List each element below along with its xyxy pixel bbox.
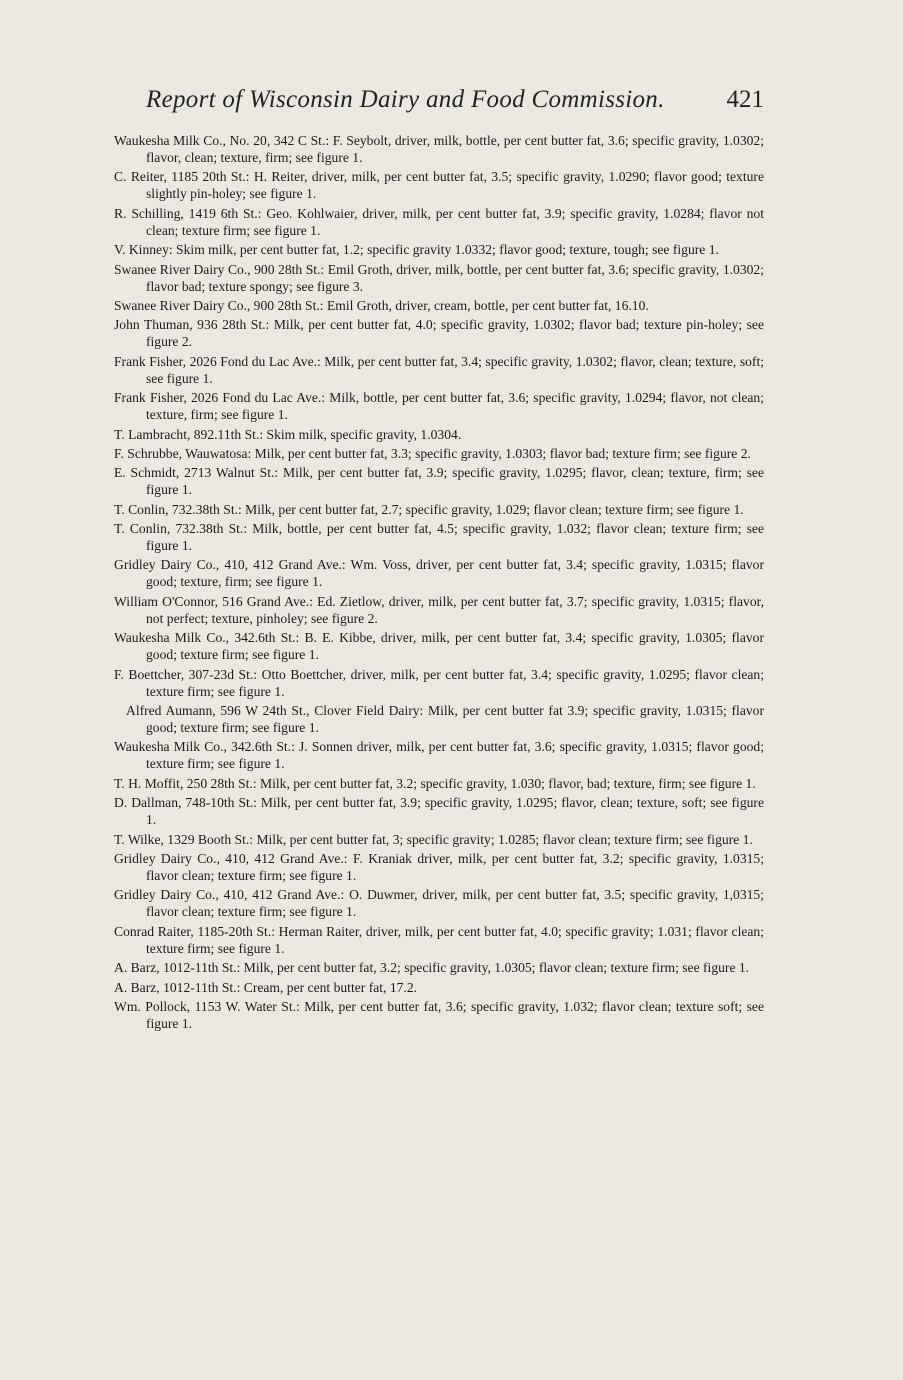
list-item: Gridley Dairy Co., 410, 412 Grand Ave.: Wm. Voss, driver, per cent butter fat, 3.4; specific gravity, 1.0315; flavor good; texture, firm; see figure 1. xyxy=(114,557,764,590)
list-item: T. Conlin, 732.38th St.: Milk, per cent butter fat, 2.7; specific gravity, 1.029; flavor clean; texture firm; see figure 1. xyxy=(114,501,744,517)
list-item: Gridley Dairy Co., 410, 412 Grand Ave.: O. Duwmer, driver, milk, per cent butter fat, 3.5; specific gravity, 1,0315; flavor clean; texture firm; see figure 1. xyxy=(114,887,764,920)
sample-entries-list xyxy=(114,132,764,1034)
list-item: T. H. Moffit, 250 28th St.: Milk, per cent butter fat, 3.2; specific gravity, 1.030; flavor, bad; texture, firm; see figure 1. xyxy=(114,775,756,791)
page-number: 421 xyxy=(726,86,764,113)
list-item: Swanee River Dairy Co., 900 28th St.: Emil Groth, driver, cream, bottle, per cent butter fat, 16.10. xyxy=(114,297,649,313)
list-item: D. Dallman, 748-10th St.: Milk, per cent butter fat, 3.9; specific gravity, 1.0295; flavor, clean; texture, soft; see figure 1. xyxy=(114,795,764,828)
list-item: R. Schilling, 1419 6th St.: Geo. Kohlwaier, driver, milk, per cent butter fat, 3.9; specific gravity, 1.0284; flavor not clean; texture firm; see figure 1. xyxy=(114,205,764,238)
list-item: Gridley Dairy Co., 410, 412 Grand Ave.: F. Kraniak driver, milk, per cent butter fat, 3.2; specific gravity, 1.0315; flavor clean; texture firm; see figure 1. xyxy=(114,850,764,883)
list-item: William O'Connor, 516 Grand Ave.: Ed. Zietlow, driver, milk, per cent butter fat, 3.7; specific gravity, 1.0315; flavor, not perfect; texture, pinholey; see figure 2. xyxy=(114,593,764,626)
list-item: E. Schmidt, 2713 Walnut St.: Milk, per cent butter fat, 3.9; specific gravity, 1.0295; flavor, clean; texture, firm; see figure 1. xyxy=(114,465,764,498)
list-item: Swanee River Dairy Co., 900 28th St.: Emil Groth, driver, milk, bottle, per cent butter fat, 3.6; specific gravity, 1.0302; flavor bad; texture spongy; see figure 3. xyxy=(114,261,764,294)
list-item: Waukesha Milk Co., No. 20, 342 C St.: F. Seybolt, driver, milk, bottle, per cent butter fat, 3.6; specific gravity, 1.0302; flavor, clean; texture, firm; see figure 1. xyxy=(114,133,764,165)
list-item: T. Lambracht, 892.11th St.: Skim milk, specific gravity, 1.0304. xyxy=(114,426,462,442)
page-header xyxy=(146,86,766,120)
list-item: C. Reiter, 1185 20th St.: H. Reiter, driver, milk, per cent butter fat, 3.5; specific gravity, 1.0290; flavor good; texture slightly pin-holey; see figure 1. xyxy=(114,169,764,202)
list-item: Wm. Pollock, 1153 W. Water St.: Milk, per cent butter fat, 3.6; specific gravity, 1.032; flavor clean; texture soft; see figure 1. xyxy=(114,998,764,1031)
list-item: Conrad Raiter, 1185-20th St.: Herman Raiter, driver, milk, per cent butter fat, 4.0; specific gravity; 1.031; flavor clean; texture firm; see figure 1. xyxy=(114,923,764,956)
running-title: Report of Wisconsin Dairy and Food Commission. xyxy=(146,86,665,113)
list-item: Alfred Aumann, 596 W 24th St., Clover Field Dairy: Milk, per cent butter fat 3.9; specific gravity, 1.0315; flavor good; texture firm; see figure 1. xyxy=(126,703,764,736)
list-item: Waukesha Milk Co., 342.6th St.: J. Sonnen driver, milk, per cent butter fat, 3.6; specific gravity, 1.0315; flavor good; texture firm; see figure 1. xyxy=(114,739,764,772)
list-item: A. Barz, 1012-11th St.: Cream, per cent butter fat, 17.2. xyxy=(114,979,418,995)
list-item: F. Schrubbe, Wauwatosa: Milk, per cent butter fat, 3.3; specific gravity, 1.0303; flavor bad; texture firm; see figure 2. xyxy=(114,445,751,461)
list-item: John Thuman, 936 28th St.: Milk, per cent butter fat, 4.0; specific gravity, 1.0302; flavor bad; texture pin-holey; see figure 2. xyxy=(114,317,764,350)
list-item: V. Kinney: Skim milk, per cent butter fat, 1.2; specific gravity 1.0332; flavor good; texture, tough; see figure 1. xyxy=(114,242,719,258)
list-item: Frank Fisher, 2026 Fond du Lac Ave.: Milk, per cent butter fat, 3.4; specific gravity, 1.0302; flavor, clean; texture, soft; see figure 1. xyxy=(114,353,764,386)
list-item: A. Barz, 1012-11th St.: Milk, per cent butter fat, 3.2; specific gravity, 1.0305; flavor clean; texture firm; see figure 1. xyxy=(114,960,750,976)
list-item: Frank Fisher, 2026 Fond du Lac Ave.: Milk, bottle, per cent butter fat, 3.6; specific gravity, 1.0294; flavor, not clean; texture, firm; see figure 1. xyxy=(114,390,764,423)
list-item: T. Conlin, 732.38th St.: Milk, bottle, per cent butter fat, 4.5; specific gravity, 1.032; flavor clean; texture firm; see figure 1. xyxy=(114,521,764,554)
list-item: T. Wilke, 1329 Booth St.: Milk, per cent butter fat, 3; specific gravity; 1.0285; flavor clean; texture firm; see figure 1. xyxy=(114,831,753,847)
list-item: Waukesha Milk Co., 342.6th St.: B. E. Kibbe, driver, milk, per cent butter fat, 3.4; specific gravity, 1.0305; flavor good; texture firm; see figure 1. xyxy=(114,630,764,663)
list-item: F. Boettcher, 307-23d St.: Otto Boettcher, driver, milk, per cent butter fat, 3.4; specific gravity, 1.0295; flavor clean; texture firm; see figure 1. xyxy=(114,666,764,699)
